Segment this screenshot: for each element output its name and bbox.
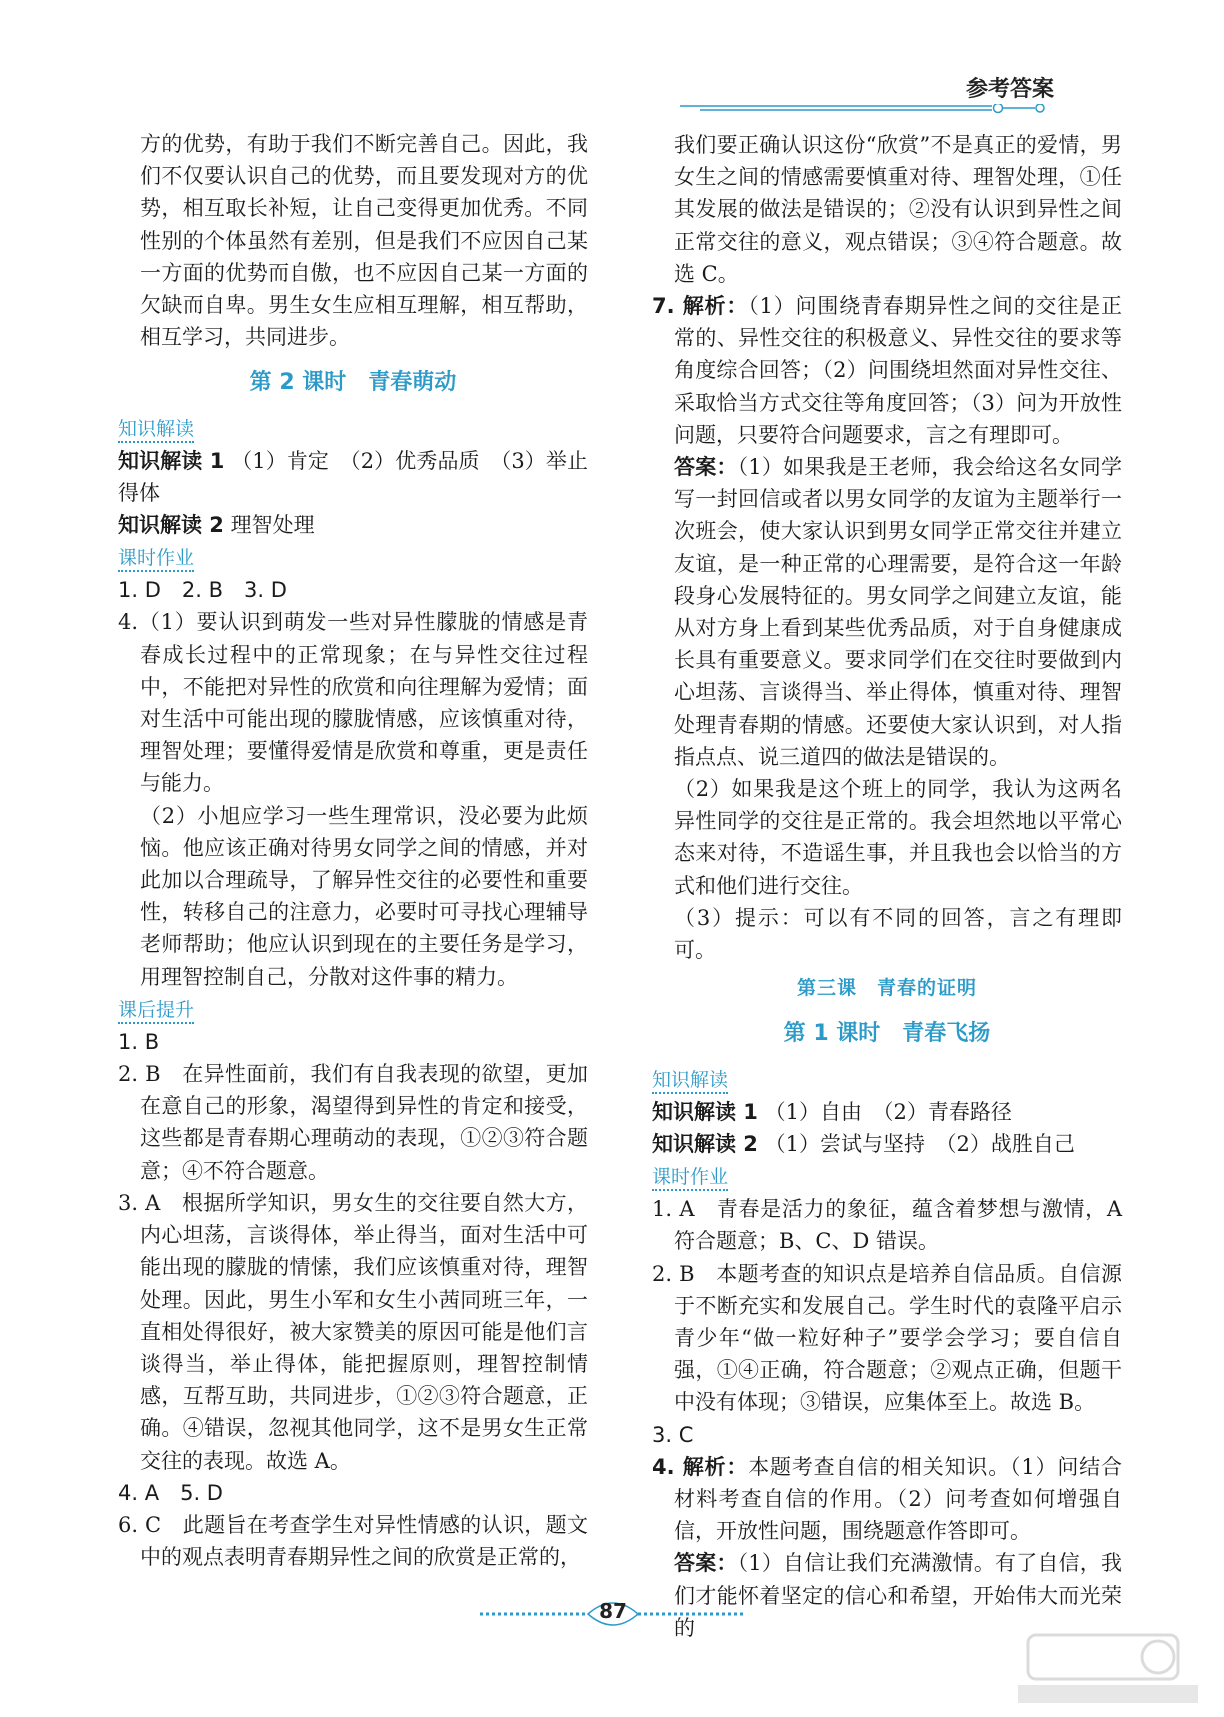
knowledge-item-1 (118, 445, 588, 509)
left-column (118, 128, 588, 1573)
knowledge-label-2-right: 知识解读 2 (652, 1131, 758, 1156)
watermark-logo (1008, 1629, 1208, 1709)
section-tag-homework-right: 课时作业 (652, 1165, 728, 1191)
knowledge-label-1: 知识解读 1 (118, 448, 225, 473)
homework-answers-1-3: 1. D 2. B 3. D (118, 578, 287, 603)
analysis-label: 7. 解析： (652, 294, 749, 319)
lesson-title-right: 第 1 课时 青春飞扬 (783, 1021, 991, 1047)
analysis-text: （1）问围绕青春期异性之间的交往是正常的、异性交往的积极意义、异性交往的要求等角度综合回答；（2）问围绕坦然面对异性交往、采取恰当方式交往等角度回答；（3）问为开放性问题，只要符合问题要求，言之有理即可。 (674, 294, 1122, 447)
extension-answers-4-5: 4. A 5. D (118, 1480, 223, 1505)
analysis-label-right: 4. 解析： (652, 1454, 749, 1479)
lesson-title: 第 2 课时 青春萌动 (249, 370, 457, 396)
homework-answer-3-right: 3. C (652, 1422, 694, 1447)
knowledge-text-1: （1）肯定 （2）优秀品质 （3）举止得体 (118, 448, 588, 505)
homework-answer-1-right: 1. A 青春是活力的象征，蕴含着梦想与激情，A 符合题意；B、C、D 错误。 (652, 1197, 1122, 1254)
knowledge-label-2: 知识解读 2 (118, 513, 224, 538)
knowledge-label-1-right: 知识解读 1 (652, 1099, 758, 1124)
section-tag-knowledge: 知识解读 (118, 417, 194, 443)
knowledge-item-2 (118, 509, 588, 541)
page-number: 87 (599, 1599, 627, 1623)
homework-answer-4-analysis (652, 1451, 1122, 1548)
knowledge-item-2-right (652, 1128, 1122, 1160)
unit-title: 第三课 青春的证明 (796, 977, 977, 1000)
analysis-text-right: 本题考查自信的相关知识。（1）问结合材料考查自信的作用。（2）问考查如何增强自信，开放性问题，围绕题意作答即可。 (674, 1454, 1122, 1544)
intro-paragraph: 方的优势，有助于我们不断完善自己。因此，我们不仅要认识自己的优势，而且要发现对方的优势，相互取长补短，让自己变得更加优秀。不同性别的个体虽然有差别，但是我们不应因自己某一方面的优势而自傲，也不应因自己某一方面的欠缺而自卑。男生女生应相互理解，相互帮助，相互学习，共同进步。 (140, 132, 588, 350)
answer-4-part-1: 4.（1）要认识到萌发一些对异性朦胧的情感是青春成长过程中的正常现象；在与异性交往过程中，不能把对异性的欣赏和向往理解为爱情；面对生活中可能出现的朦胧情感，应该慎重对待，理智处理；要懂得爱情是欣赏和尊重，更是责任与能力。 (118, 610, 588, 796)
answer-7-answer-3: （3）提示：可以有不同的回答，言之有理即可。 (674, 905, 1122, 963)
section-tag-knowledge-right: 知识解读 (652, 1068, 728, 1094)
extension-answer-1: 1. B (118, 1029, 160, 1054)
knowledge-item-1-right (652, 1096, 1122, 1128)
answer-4-part-2: （2）小旭应学习一些生理常识，没必要为此烦恼。他应该正确对待男女同学之间的情感，并对此加以合理疏导，了解异性交往的必要性和重要性，转移自己的注意力，必要时可寻找心理辅导老师帮助；他应认识到现在的主要任务是学习，用理智控制自己，分散对这件事的精力。 (140, 803, 588, 989)
page-header-title: 参考答案 (965, 77, 1054, 102)
extension-answer-2: 2. B 在异性面前，我们有自我表现的欲望，更加在意自己的形象，渴望得到异性的肯定和接受，这些都是青春期心理萌动的表现，①②③符合题意；④不符合题意。 (118, 1062, 588, 1183)
answer-text-1: （1）如果我是王老师，我会给这名女同学写一封回信或者以男女同学的友谊为主题举行一次班会，使大家认识到男女同学正常交往并建立友谊，是一种正常的心理需要，是符合这一年龄段身心发展特征的。男女同学之间建立友谊，能从对方身上看到某些优秀品质，对于自身健康成长具有重要意义。要求同学们在交往时要做到内心坦荡、言谈得当、举止得体，慎重对待、理智处理青春期的情感。还要使大家认识到，对人指指点点、说三道四的做法是错误的。 (674, 455, 1123, 769)
right-column (652, 129, 1122, 1644)
answer-6-continued: 我们要正确认识这份“欣赏”不是真正的爱情，男女生之间的情感需要慎重对待、理智处理，①任其发展的做法是错误的；②没有认识到异性之间正常交往的意义，观点错误；③④符合题意。故选 C。 (674, 133, 1122, 286)
knowledge-text-2: 理智处理 (230, 513, 315, 538)
answer-text-right: （1）自信让我们充满激情。有了自信，我们才能怀着坚定的信心和希望，开始伟大而光荣的 (674, 1551, 1123, 1640)
knowledge-text-2-right: （1）尝试与坚持 （2）战胜自己 (764, 1131, 1075, 1156)
answer-label-right: 答案： (674, 1551, 738, 1576)
homework-answer-2-right: 2. B 本题考查的知识点是培养自信品质。自信源于不断充实和发展自己。学生时代的袁隆平启示青少年“做一粒好种子”要学会学习；要自信自强，①④正确，符合题意；②观点正确，但题干中没有体现；③错误，应集体至上。故选 B。 (652, 1261, 1122, 1415)
answer-7-analysis (652, 290, 1122, 451)
answer-label: 答案： (674, 455, 738, 480)
section-tag-extension: 课后提升 (118, 998, 194, 1024)
knowledge-text-1-right: （1）自由 （2）青春路径 (764, 1099, 1012, 1124)
section-tag-homework: 课时作业 (118, 546, 194, 572)
extension-answer-6: 6. C 此题旨在考查学生对异性情感的认识，题文中的观点表明青春期异性之间的欣赏是正常的， (118, 1512, 588, 1570)
answer-7-answer-2: （2）如果我是这个班上的同学，我认为这两名异性同学的交往是正常的。我会坦然地以平常心态来对待，不造谣生事，并且我也会以恰当的方式和他们进行交往。 (674, 777, 1122, 898)
answer-7-answer-1 (652, 451, 1122, 773)
extension-answer-3: 3. A 根据所学知识，男女生的交往要自然大方，内心坦荡，言谈得体，举止得当，面对生活中可能出现的朦胧的情愫，我们应该慎重对待，理智处理。因此，男生小军和女生小茜同班三年，一直相处得很好，被大家赞美的原因可能是他们言谈得当，举止得体，能把握原则，理智控制情感，互帮互助，共同进步，①②③符合题意，正确。④错误，忽视其他同学，这不是男女生正常交往的表现。故选 A。 (118, 1190, 588, 1473)
header-decor-line (680, 104, 1050, 114)
